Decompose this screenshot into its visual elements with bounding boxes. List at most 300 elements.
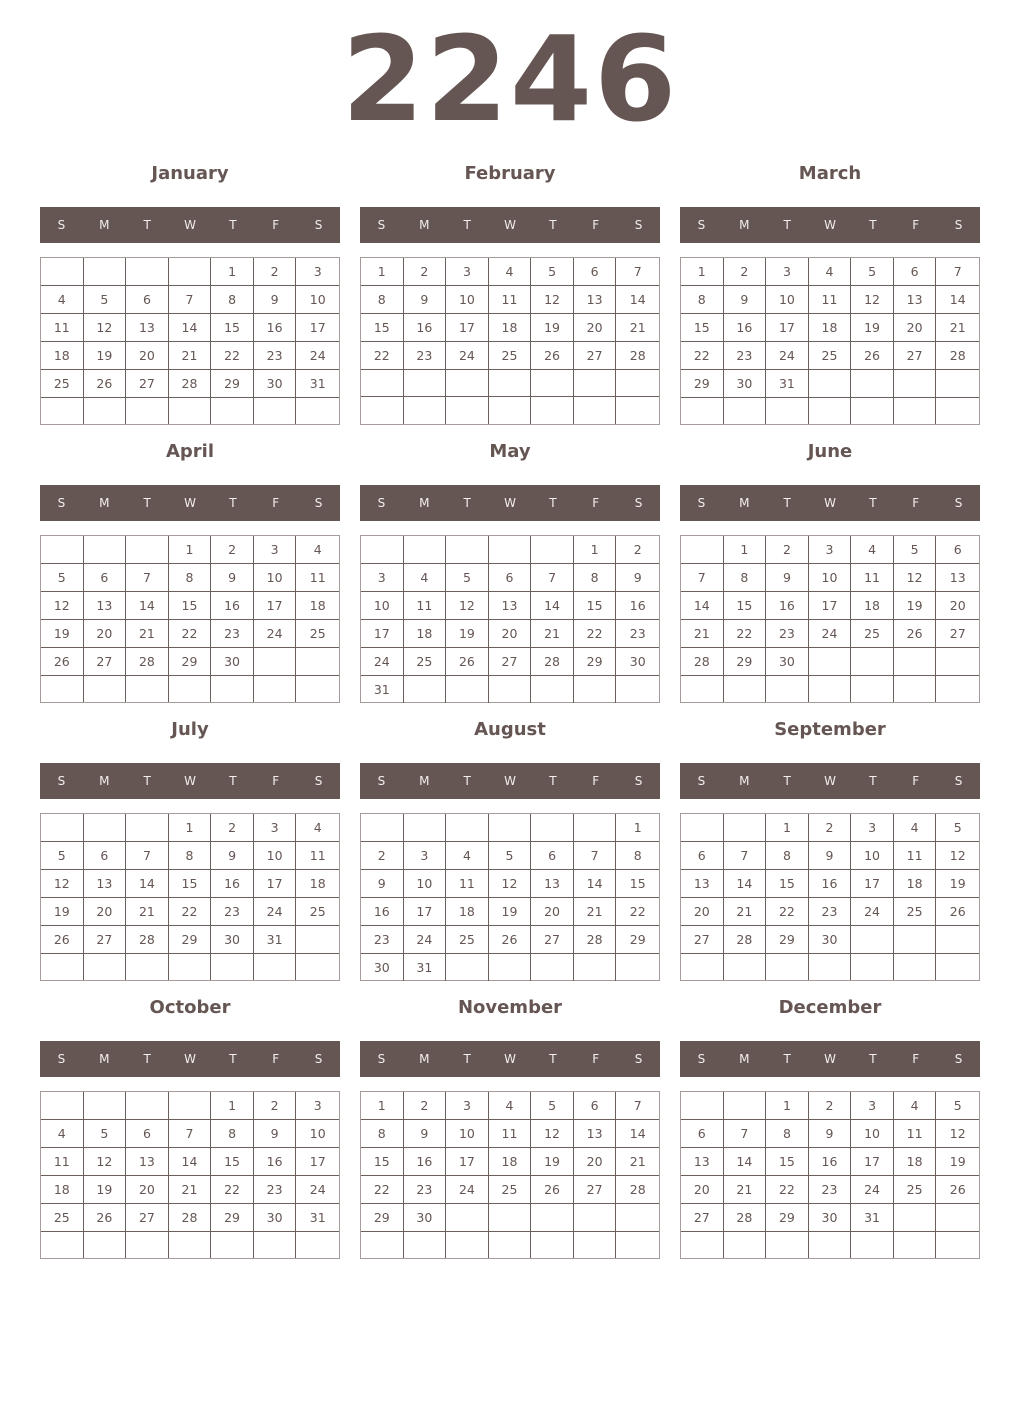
empty-cell (851, 398, 894, 424)
day-cell: 27 (936, 620, 979, 648)
day-cell: 1 (681, 258, 724, 286)
weekday-label: S (634, 774, 643, 788)
empty-cell (681, 1232, 724, 1258)
day-cell: 20 (681, 898, 724, 926)
day-cell: 5 (41, 564, 84, 592)
weekday-label: S (377, 218, 386, 232)
month-title: June (807, 441, 853, 462)
empty-cell (894, 1232, 937, 1258)
empty-cell (851, 676, 894, 702)
empty-cell (936, 648, 979, 676)
weekday-label: S (697, 1052, 706, 1066)
empty-cell (531, 676, 574, 703)
day-cell: 12 (84, 314, 127, 342)
empty-cell (936, 398, 979, 424)
weekday-label: S (377, 1052, 386, 1066)
empty-cell (574, 1232, 617, 1258)
day-cell: 28 (531, 648, 574, 676)
day-cell: 26 (936, 1176, 979, 1204)
month-november (360, 996, 660, 1266)
day-cell: 22 (724, 620, 767, 648)
empty-cell (681, 1092, 724, 1120)
day-cell: 28 (681, 648, 724, 676)
day-cell: 24 (254, 620, 297, 648)
day-cell: 8 (169, 564, 212, 592)
day-cell: 20 (936, 592, 979, 620)
day-cell: 3 (296, 1092, 339, 1120)
month-october (40, 996, 340, 1266)
day-cell: 12 (446, 592, 489, 620)
day-grid (40, 257, 340, 425)
empty-cell (404, 676, 447, 703)
day-cell: 10 (254, 564, 297, 592)
day-cell: 23 (254, 342, 297, 370)
day-cell: 28 (169, 370, 212, 398)
empty-cell (851, 954, 894, 980)
day-cell: 14 (616, 286, 659, 314)
empty-cell (851, 370, 894, 398)
day-cell: 23 (766, 620, 809, 648)
day-cell: 10 (766, 286, 809, 314)
day-cell: 4 (489, 1092, 532, 1120)
empty-cell (126, 1232, 169, 1258)
empty-cell (404, 370, 447, 397)
day-cell: 21 (724, 898, 767, 926)
weekday-label: F (912, 496, 920, 510)
day-cell: 13 (84, 870, 127, 898)
day-cell: 10 (296, 1120, 339, 1148)
day-cell: 21 (169, 1176, 212, 1204)
weekday-label: F (272, 496, 280, 510)
day-cell: 13 (531, 870, 574, 898)
weekday-label: M (739, 1052, 750, 1066)
day-cell: 19 (489, 898, 532, 926)
day-cell: 30 (809, 926, 852, 954)
weekday-label: T (783, 774, 791, 788)
empty-cell (489, 1232, 532, 1258)
day-cell: 6 (936, 536, 979, 564)
empty-cell (851, 648, 894, 676)
day-cell: 26 (531, 1176, 574, 1204)
weekday-label: S (314, 1052, 323, 1066)
weekday-label: S (954, 218, 963, 232)
empty-cell (894, 370, 937, 398)
day-cell: 22 (766, 1176, 809, 1204)
day-cell: 20 (489, 620, 532, 648)
day-cell: 18 (894, 1148, 937, 1176)
day-cell: 1 (361, 1092, 404, 1120)
weekday-label: T (463, 218, 471, 232)
weekday-label: M (419, 774, 430, 788)
day-cell: 9 (254, 1120, 297, 1148)
weekday-label: S (634, 496, 643, 510)
day-cell: 27 (126, 1204, 169, 1232)
day-cell: 5 (41, 842, 84, 870)
day-cell: 13 (936, 564, 979, 592)
empty-cell (169, 954, 212, 980)
day-cell: 12 (894, 564, 937, 592)
day-cell: 12 (531, 1120, 574, 1148)
day-cell: 19 (531, 1148, 574, 1176)
day-cell: 24 (361, 648, 404, 676)
day-cell: 10 (446, 286, 489, 314)
day-cell: 23 (809, 898, 852, 926)
day-cell: 31 (254, 926, 297, 954)
empty-cell (446, 1232, 489, 1258)
day-cell: 18 (41, 1176, 84, 1204)
day-cell: 17 (446, 314, 489, 342)
weekday-label: W (824, 496, 836, 510)
weekday-label: F (272, 218, 280, 232)
day-cell: 28 (574, 926, 617, 954)
empty-cell (724, 676, 767, 702)
day-cell: 28 (126, 648, 169, 676)
day-cell: 10 (809, 564, 852, 592)
day-cell: 15 (361, 1148, 404, 1176)
day-cell: 20 (574, 314, 617, 342)
month-february (360, 162, 660, 432)
weekday-label: M (419, 1052, 430, 1066)
weekday-label: M (419, 496, 430, 510)
day-cell: 12 (936, 1120, 979, 1148)
empty-cell (41, 398, 84, 424)
day-cell: 14 (724, 870, 767, 898)
day-cell: 19 (936, 1148, 979, 1176)
day-cell: 3 (851, 814, 894, 842)
day-cell: 14 (531, 592, 574, 620)
empty-cell (766, 1232, 809, 1258)
day-cell: 27 (126, 370, 169, 398)
day-cell: 7 (936, 258, 979, 286)
day-cell: 17 (851, 870, 894, 898)
day-cell: 6 (84, 564, 127, 592)
empty-cell (126, 676, 169, 702)
day-cell: 8 (681, 286, 724, 314)
month-title: April (165, 441, 215, 462)
empty-cell (211, 954, 254, 980)
day-cell: 12 (531, 286, 574, 314)
empty-cell (41, 954, 84, 980)
empty-cell (296, 398, 339, 424)
day-cell: 4 (296, 814, 339, 842)
weekday-label: S (954, 496, 963, 510)
day-cell: 2 (211, 536, 254, 564)
day-cell: 15 (211, 314, 254, 342)
month-april (40, 440, 340, 710)
empty-cell (296, 954, 339, 980)
empty-cell (894, 398, 937, 424)
empty-cell (254, 1232, 297, 1258)
day-cell: 23 (809, 1176, 852, 1204)
day-cell: 20 (574, 1148, 617, 1176)
day-cell: 26 (894, 620, 937, 648)
weekday-label: S (314, 218, 323, 232)
weekday-label: S (634, 218, 643, 232)
weekday-label: W (504, 1052, 516, 1066)
weekday-label: M (99, 496, 110, 510)
empty-cell (489, 397, 532, 424)
empty-cell (84, 1092, 127, 1120)
empty-cell (574, 1204, 617, 1232)
day-cell: 8 (616, 842, 659, 870)
day-cell: 11 (489, 1120, 532, 1148)
month-title: August (474, 719, 546, 740)
empty-cell (724, 398, 767, 424)
day-cell: 26 (851, 342, 894, 370)
day-cell: 17 (296, 1148, 339, 1176)
day-cell: 2 (254, 258, 297, 286)
day-cell: 24 (446, 342, 489, 370)
day-cell: 29 (211, 370, 254, 398)
weekday-label: W (824, 218, 836, 232)
empty-cell (126, 536, 169, 564)
day-cell: 20 (84, 620, 127, 648)
day-cell: 3 (446, 1092, 489, 1120)
day-cell: 29 (574, 648, 617, 676)
day-cell: 13 (681, 870, 724, 898)
day-cell: 20 (126, 342, 169, 370)
day-cell: 17 (809, 592, 852, 620)
day-cell: 12 (489, 870, 532, 898)
day-cell: 26 (446, 648, 489, 676)
day-grid (360, 1091, 660, 1259)
empty-cell (404, 536, 447, 564)
day-cell: 3 (404, 842, 447, 870)
day-cell: 4 (851, 536, 894, 564)
day-cell: 16 (211, 870, 254, 898)
day-cell: 20 (681, 1176, 724, 1204)
day-cell: 11 (404, 592, 447, 620)
weekday-label: T (463, 496, 471, 510)
empty-cell (41, 814, 84, 842)
day-cell: 11 (809, 286, 852, 314)
day-cell: 8 (169, 842, 212, 870)
day-cell: 25 (446, 926, 489, 954)
day-cell: 30 (254, 1204, 297, 1232)
empty-cell (616, 1232, 659, 1258)
day-cell: 6 (894, 258, 937, 286)
day-cell: 28 (126, 926, 169, 954)
day-cell: 26 (41, 926, 84, 954)
day-cell: 1 (724, 536, 767, 564)
day-cell: 24 (766, 342, 809, 370)
day-cell: 30 (211, 648, 254, 676)
empty-cell (126, 1092, 169, 1120)
empty-cell (574, 676, 617, 703)
month-title: May (489, 441, 531, 462)
day-cell: 15 (211, 1148, 254, 1176)
day-cell: 1 (574, 536, 617, 564)
day-cell: 12 (41, 870, 84, 898)
day-cell: 18 (489, 1148, 532, 1176)
day-cell: 12 (41, 592, 84, 620)
day-cell: 5 (84, 1120, 127, 1148)
day-cell: 3 (851, 1092, 894, 1120)
day-cell: 28 (724, 926, 767, 954)
day-cell: 27 (84, 926, 127, 954)
day-cell: 29 (616, 926, 659, 954)
day-cell: 13 (681, 1148, 724, 1176)
day-cell: 8 (361, 1120, 404, 1148)
year-title: 2246 (341, 10, 679, 148)
day-cell: 19 (851, 314, 894, 342)
day-cell: 14 (616, 1120, 659, 1148)
day-cell: 20 (531, 898, 574, 926)
day-cell: 5 (531, 1092, 574, 1120)
day-cell: 5 (489, 842, 532, 870)
weekday-header (40, 763, 340, 799)
day-cell: 10 (404, 870, 447, 898)
empty-cell (531, 536, 574, 564)
day-cell: 5 (936, 814, 979, 842)
day-grid (40, 535, 340, 703)
day-cell: 16 (361, 898, 404, 926)
day-cell: 31 (851, 1204, 894, 1232)
day-cell: 10 (851, 1120, 894, 1148)
empty-cell (724, 1232, 767, 1258)
day-cell: 24 (404, 926, 447, 954)
day-cell: 2 (404, 258, 447, 286)
day-cell: 20 (126, 1176, 169, 1204)
day-cell: 31 (296, 370, 339, 398)
day-cell: 21 (681, 620, 724, 648)
day-cell: 1 (169, 536, 212, 564)
day-cell: 5 (936, 1092, 979, 1120)
day-cell: 7 (681, 564, 724, 592)
day-cell: 30 (211, 926, 254, 954)
day-cell: 9 (361, 870, 404, 898)
day-cell: 29 (361, 1204, 404, 1232)
weekday-label: W (504, 774, 516, 788)
day-cell: 27 (574, 1176, 617, 1204)
empty-cell (809, 954, 852, 980)
day-cell: 7 (724, 1120, 767, 1148)
day-cell: 8 (211, 286, 254, 314)
day-cell: 13 (126, 314, 169, 342)
day-cell: 14 (169, 314, 212, 342)
empty-cell (531, 814, 574, 842)
empty-cell (489, 954, 532, 981)
day-cell: 25 (894, 898, 937, 926)
day-cell: 1 (169, 814, 212, 842)
empty-cell (809, 398, 852, 424)
month-title: October (149, 997, 231, 1018)
month-august (360, 718, 660, 988)
weekday-label: S (954, 774, 963, 788)
empty-cell (766, 676, 809, 702)
empty-cell (41, 536, 84, 564)
weekday-label: T (549, 218, 557, 232)
day-cell: 19 (936, 870, 979, 898)
day-cell: 22 (169, 898, 212, 926)
day-cell: 18 (404, 620, 447, 648)
day-cell: 17 (296, 314, 339, 342)
day-cell: 12 (936, 842, 979, 870)
weekday-label: S (697, 496, 706, 510)
day-cell: 18 (296, 870, 339, 898)
day-cell: 25 (489, 1176, 532, 1204)
weekday-label: W (184, 1052, 196, 1066)
day-cell: 25 (41, 370, 84, 398)
day-cell: 19 (894, 592, 937, 620)
day-cell: 6 (681, 842, 724, 870)
weekday-label: F (272, 774, 280, 788)
day-cell: 23 (404, 1176, 447, 1204)
empty-cell (169, 258, 212, 286)
empty-cell (936, 1232, 979, 1258)
day-cell: 25 (851, 620, 894, 648)
day-cell: 26 (531, 342, 574, 370)
weekday-header (360, 207, 660, 243)
day-cell: 5 (84, 286, 127, 314)
weekday-header (360, 485, 660, 521)
day-cell: 22 (211, 1176, 254, 1204)
empty-cell (936, 370, 979, 398)
day-cell: 2 (616, 536, 659, 564)
day-cell: 30 (766, 648, 809, 676)
weekday-label: W (184, 218, 196, 232)
empty-cell (894, 1204, 937, 1232)
weekday-label: S (697, 218, 706, 232)
day-cell: 16 (724, 314, 767, 342)
weekday-label: S (697, 774, 706, 788)
month-may (360, 440, 660, 710)
day-cell: 11 (851, 564, 894, 592)
day-cell: 17 (254, 592, 297, 620)
weekday-label: S (314, 774, 323, 788)
day-cell: 23 (404, 342, 447, 370)
day-cell: 3 (296, 258, 339, 286)
day-grid (360, 535, 660, 703)
month-title: December (778, 997, 882, 1018)
empty-cell (894, 676, 937, 702)
empty-cell (616, 370, 659, 397)
weekday-label: W (184, 496, 196, 510)
day-cell: 28 (616, 1176, 659, 1204)
weekday-label: T (463, 774, 471, 788)
month-title: January (151, 163, 229, 184)
day-cell: 4 (809, 258, 852, 286)
weekday-header (360, 1041, 660, 1077)
empty-cell (616, 676, 659, 703)
day-cell: 2 (211, 814, 254, 842)
day-cell: 27 (531, 926, 574, 954)
day-cell: 9 (404, 286, 447, 314)
day-cell: 15 (766, 1148, 809, 1176)
day-cell: 25 (489, 342, 532, 370)
day-cell: 18 (809, 314, 852, 342)
weekday-label: F (592, 1052, 600, 1066)
day-cell: 16 (404, 314, 447, 342)
day-cell: 7 (531, 564, 574, 592)
empty-cell (681, 536, 724, 564)
weekday-label: F (592, 218, 600, 232)
day-cell: 19 (41, 620, 84, 648)
month-title: February (464, 163, 556, 184)
empty-cell (126, 398, 169, 424)
empty-cell (574, 397, 617, 424)
empty-cell (894, 648, 937, 676)
empty-cell (616, 954, 659, 981)
day-cell: 23 (211, 898, 254, 926)
day-cell: 30 (616, 648, 659, 676)
month-title: November (457, 997, 563, 1018)
day-cell: 16 (211, 592, 254, 620)
day-cell: 1 (211, 258, 254, 286)
day-cell: 31 (296, 1204, 339, 1232)
day-cell: 9 (211, 564, 254, 592)
day-cell: 26 (489, 926, 532, 954)
